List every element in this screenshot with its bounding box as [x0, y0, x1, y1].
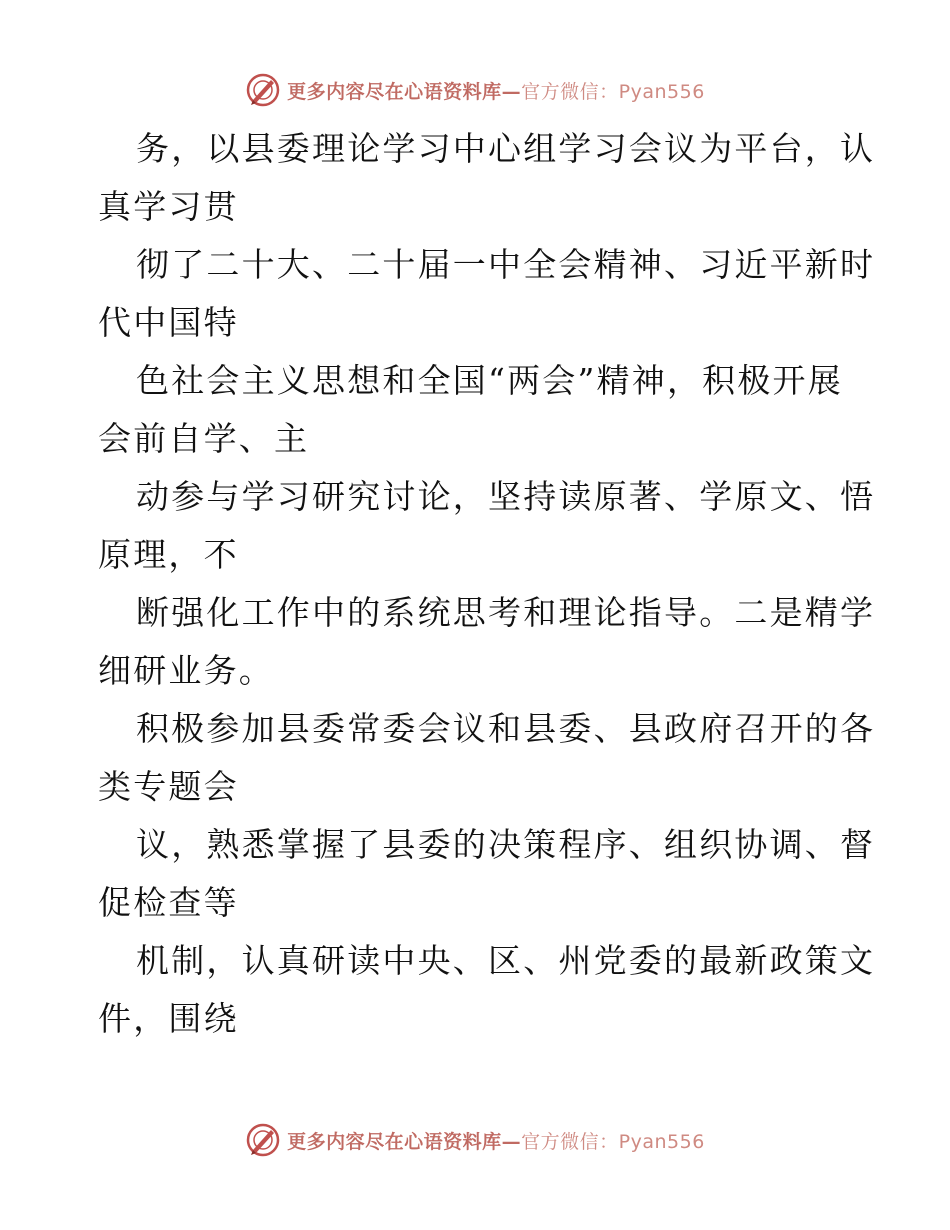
watermark-wechat: 官方微信：Pyan556 [521, 80, 705, 103]
watermark-brand: 更多内容尽在心语资料库 [287, 1130, 502, 1153]
document-body [98, 120, 876, 1048]
watermark-text [287, 1127, 705, 1154]
watermark-dash: — [501, 80, 522, 103]
text-line: 积极参加县委常委会议和县委、县政府召开的各 [136, 709, 876, 748]
text-line: 件，围绕 [98, 999, 239, 1038]
text-line: 促检查等 [98, 883, 239, 922]
footer-watermark [0, 1122, 950, 1158]
text-line: 会前自学、主 [98, 419, 310, 458]
text-line: 代中国特 [98, 303, 239, 342]
text-line: 断强化工作中的系统思考和理论指导。二是精学 [136, 593, 876, 632]
text-line: 动参与学习研究讨论，坚持读原著、学原文、悟 [136, 477, 876, 516]
watermark-brand: 更多内容尽在心语资料库 [287, 80, 502, 103]
text-line: 议，熟悉掌握了县委的决策程序、组织协调、督 [136, 825, 876, 864]
pen-logo-icon [245, 1122, 281, 1158]
header-watermark [0, 72, 950, 108]
watermark-wechat: 官方微信：Pyan556 [521, 1130, 705, 1153]
text-line: 机制，认真研读中央、区、州党委的最新政策文 [136, 941, 876, 980]
text-line: 细研业务。 [98, 651, 274, 690]
text-line: 务，以县委理论学习中心组学习会议为平台，认 [136, 129, 876, 168]
text-line: 真学习贯 [98, 187, 239, 226]
text-line: 原理，不 [98, 535, 239, 574]
text-line: 类专题会 [98, 767, 239, 806]
text-line: 彻了二十大、二十届一中全会精神、习近平新时 [136, 245, 876, 284]
watermark-text [287, 77, 705, 104]
watermark-dash: — [501, 1130, 522, 1153]
pen-logo-icon [245, 72, 281, 108]
text-line: 色社会主义思想和全国“两会”精神，积极开展 [136, 361, 843, 400]
